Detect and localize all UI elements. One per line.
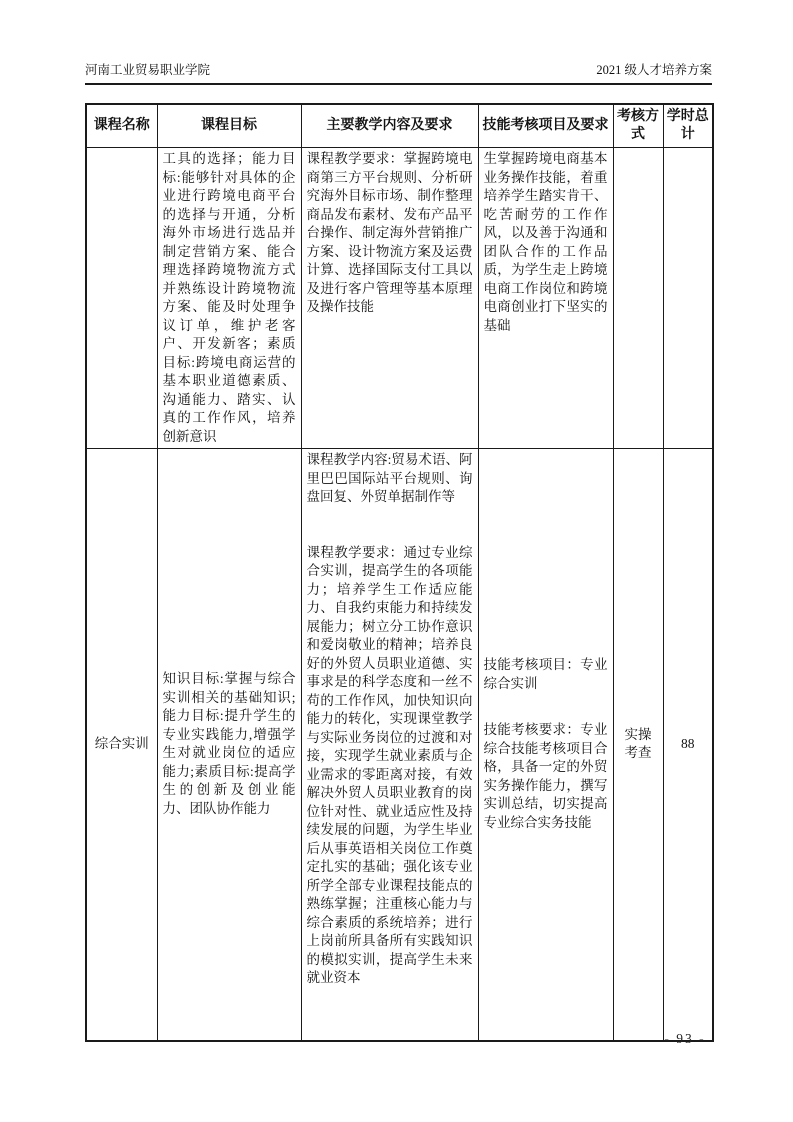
column-header-hours: 学时总计 [663, 104, 713, 148]
cell-content [301, 449, 478, 1041]
column-header-assessment: 技能考核项目及要求 [478, 104, 613, 148]
cell-objectives-continued: 工具的选择；能力目标:能够针对具体的企业进行跨境电商平台的选择与开通，分析海外市场进行选品并制定营销方案、能合理选择跨境物流方式并熟练设计跨境物流方案、能及时处理争议订单，维护老客户、开发新客；素质目标:跨境电商运营的基本职业道德素质、沟通能力、踏实、认真的工作作风，培养创新意识 [157, 148, 301, 449]
cell-method-empty [613, 148, 663, 449]
table-header-row [86, 104, 713, 148]
content-paragraph-1: 课程教学内容:贸易术语、阿里巴巴国际站平台规则、询盘回复、外贸单据制作等 [306, 452, 473, 504]
table-row-comprehensive-training [86, 449, 713, 1041]
cell-assessment-continued: 生掌握跨境电商基本业务操作技能，着重培养学生踏实肯干、吃苦耐劳的工作作风，以及善于沟通和团队合作的工作品质，为学生走上跨境电商工作岗位和跨境电商创业打下坚实的基础 [478, 148, 613, 449]
content-paragraph-2: 课程教学要求：通过专业综合实训，提高学生的各项能力；培养学生工作适应能力、自我约束能力和持续发展能力；树立分工协作意识和爱岗敬业的精神；培养良好的外贸人员职业道德、实事求是的科学态度和一丝不苟的工作作风，加快知识向能力的转化，实现课堂教学与实际业务岗位的过渡和对接，实现学生就业素质与企业需求的零距离对接，有效解决外贸人员职业教育的岗位针对性、就业适应性及持续发展的问题，为学生毕业后从事英语相关岗位工作奠定扎实的基础；强化该专业所学全部专业课程技能点的熟练掌握；注重核心能力与综合素质的系统培养；进行上岗前所具备所有实践知识的模拟实训，提高学生未来就业资本 [306, 544, 473, 985]
page-number: - 93 - [664, 1031, 706, 1046]
column-header-content: 主要教学内容及要求 [301, 104, 478, 148]
cell-hours-empty [663, 148, 713, 449]
column-header-method: 考核方式 [613, 104, 663, 148]
header-school-name: 河南工业贸易职业学院 [85, 63, 211, 77]
header-plan-title: 2021 级人才培养方案 [596, 63, 712, 77]
cell-hours: 88 [663, 449, 713, 1041]
cell-method: 实操考查 [613, 449, 663, 1041]
table-row-continued-course [86, 148, 713, 449]
cell-course-name: 综合实训 [86, 449, 157, 1041]
cell-assessment [478, 449, 613, 1041]
course-table [85, 103, 714, 1042]
assessment-paragraph-1: 技能考核项目：专业综合实训 [483, 657, 608, 691]
column-header-course-name: 课程名称 [86, 104, 157, 148]
column-header-objectives: 课程目标 [157, 104, 301, 148]
cell-objectives: 知识目标:掌握与综合实训相关的基础知识;能力目标:提升学生的专业实践能力,增强学生对就业岗位的适应能力;素质目标:提高学生的创新及创业能力、团队协作能力 [157, 449, 301, 1041]
cell-content-continued: 课程教学要求：掌握跨境电商第三方平台规则、分析研究海外目标市场、制作整理商品发布素材、发布产品平台操作、制定海外营销推广方案、设计物流方案及运费计算、选择国际支付工具以及进行客户管理等基本原理及操作技能 [301, 148, 478, 449]
cell-course-name-empty [86, 148, 157, 449]
page-header [85, 62, 712, 85]
assessment-paragraph-2: 技能考核要求：专业综合技能考核项目合格，具备一定的外贸实务操作能力，撰写实训总结，切实提高专业综合实务技能 [483, 722, 608, 830]
